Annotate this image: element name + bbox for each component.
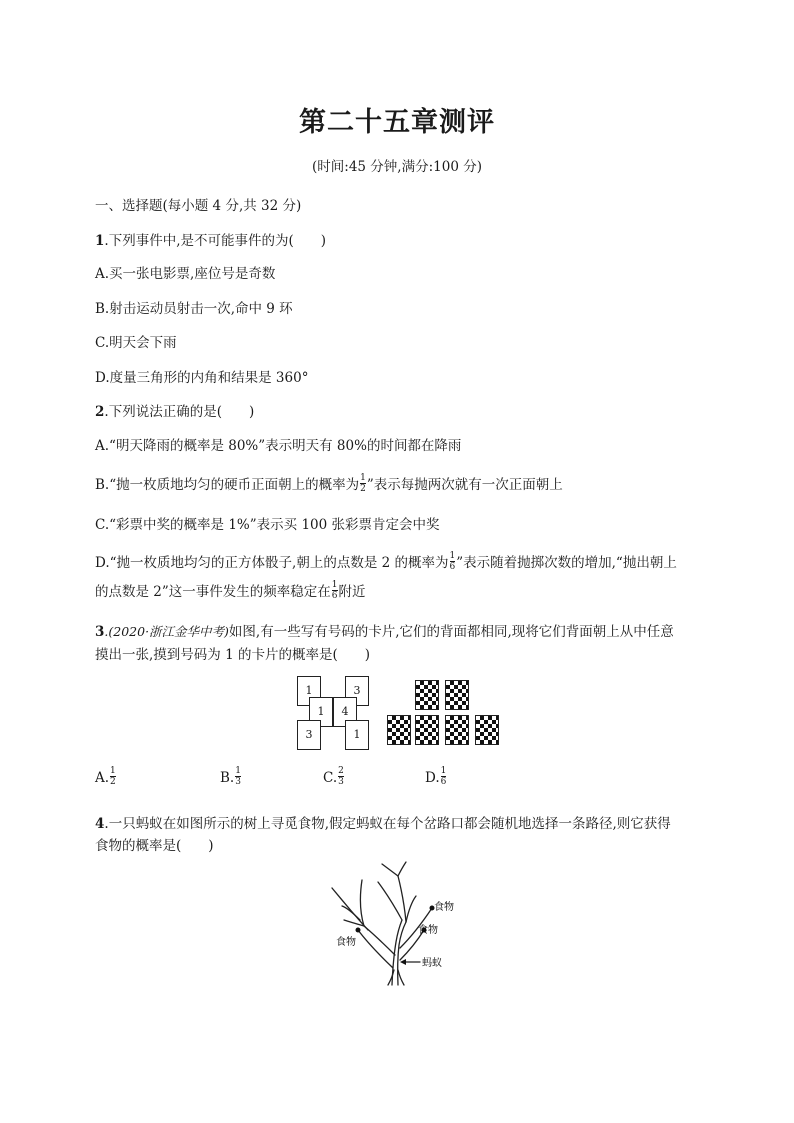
denominator: 2 [110,777,116,787]
card-back [445,680,469,710]
q3-option-c [323,768,345,789]
denominator: 2 [360,484,366,494]
option-text: 附近 [338,584,366,600]
food-label: 食物 [418,925,438,936]
q1-option-c: C.明天会下雨 [95,335,177,351]
question-number: 2 [95,404,105,420]
question-3-stem-cont: 摸出一张,摸到号码为 1 的卡片的概率是( ) [95,647,370,663]
q1-option-d: D.度量三角形的内角和结果是 360° [95,370,309,386]
option-text: B.“抛一枚质地均匀的硬币正面朝上的概率为 [95,477,360,493]
question-2-stem [95,400,254,420]
numerator: 1 [360,473,366,483]
option-text: D.“抛一枚质地均匀的正方体骰子,朝上的点数是 2 的概率为 [95,555,449,571]
question-4-stem [95,812,671,832]
q3-option-a [95,768,117,789]
numerator: 1 [235,766,241,776]
q2-option-d [95,551,677,574]
option-letter: C. [323,770,338,786]
card-front: 1 [345,720,369,750]
denominator: 6 [440,777,447,787]
q2-option-d-cont [95,580,366,603]
food-label: 食物 [434,902,454,913]
exam-info: (时间:45 分钟,满分:100 分) [312,159,482,175]
question-text: .下列说法正确的是( ) [104,404,255,420]
card-back [415,680,439,710]
q2-option-b [95,473,563,496]
denominator: 6 [331,591,338,601]
option-letter: B. [220,770,235,786]
option-text: ”表示随着抛掷次数的增加,“抛出朝上 [456,555,677,571]
card-back [415,715,439,745]
page-title: 第二十五章测评 [299,107,495,138]
tree-diagram [320,860,470,990]
numerator: 1 [110,766,116,776]
fraction-one-half [110,766,116,787]
question-text: .一只蚂蚁在如图所示的树上寻觅食物,假定蚂蚁在每个岔路口都会随机地选择一条路径,则它获得 [104,816,671,832]
fraction-one-third [235,766,241,787]
numerator: 1 [440,766,447,776]
card-front: 3 [345,676,369,706]
q1-option-b: B.射击运动员射击一次,命中 9 环 [95,301,293,317]
question-3-stem [95,620,674,640]
ant-label: 蚂蚁 [422,958,442,969]
q1-option-a: A.买一张电影票,座位号是奇数 [95,266,276,282]
food-label: 食物 [336,937,356,948]
fraction-one-half [360,473,366,494]
fraction-one-sixth [450,551,456,572]
option-text: 的点数是 2”这一事件发生的频率稳定在 [95,584,331,600]
card-front: 3 [297,720,321,750]
card-back [445,715,469,745]
question-number: 4 [95,816,105,832]
fraction-two-thirds [338,766,344,787]
numerator: 2 [338,766,344,776]
fraction-one-sixth [441,766,447,787]
question-text: .下列事件中,是不可能事件的为( ) [104,233,327,249]
numerator: 1 [331,580,338,590]
option-letter: A. [95,770,110,786]
numerator: 1 [449,551,456,561]
denominator: 6 [449,562,456,572]
question-text: 如图,有一些写有号码的卡片,它们的背面都相同,现将它们背面朝上从中任意 [228,624,674,640]
q3-option-d [425,768,447,789]
question-source: .(2020·浙江金华中考) [104,624,229,639]
card-back [475,715,499,745]
q3-option-b [220,768,242,789]
card-front: 4 [333,697,357,727]
section-heading: 一、选择题(每小题 4 分,共 32 分) [95,198,302,214]
card-front: 1 [309,697,333,727]
option-letter: D. [425,770,440,786]
denominator: 3 [338,777,344,787]
card-front: 1 [297,676,321,706]
question-number: 1 [95,233,105,249]
question-number: 3 [95,624,105,640]
option-text: ”表示每抛两次就有一次正面朝上 [366,477,563,493]
q2-option-a: A.“明天降雨的概率是 80%”表示明天有 80%的时间都在降雨 [95,438,462,454]
denominator: 3 [235,777,241,787]
food-dot [356,928,361,933]
q2-option-c: C.“彩票中奖的概率是 1%”表示买 100 张彩票肯定会中奖 [95,517,440,533]
question-1-stem [95,229,326,249]
question-4-stem-cont: 食物的概率是( ) [95,838,214,854]
fraction-one-sixth [332,580,338,601]
card-back [387,715,411,745]
